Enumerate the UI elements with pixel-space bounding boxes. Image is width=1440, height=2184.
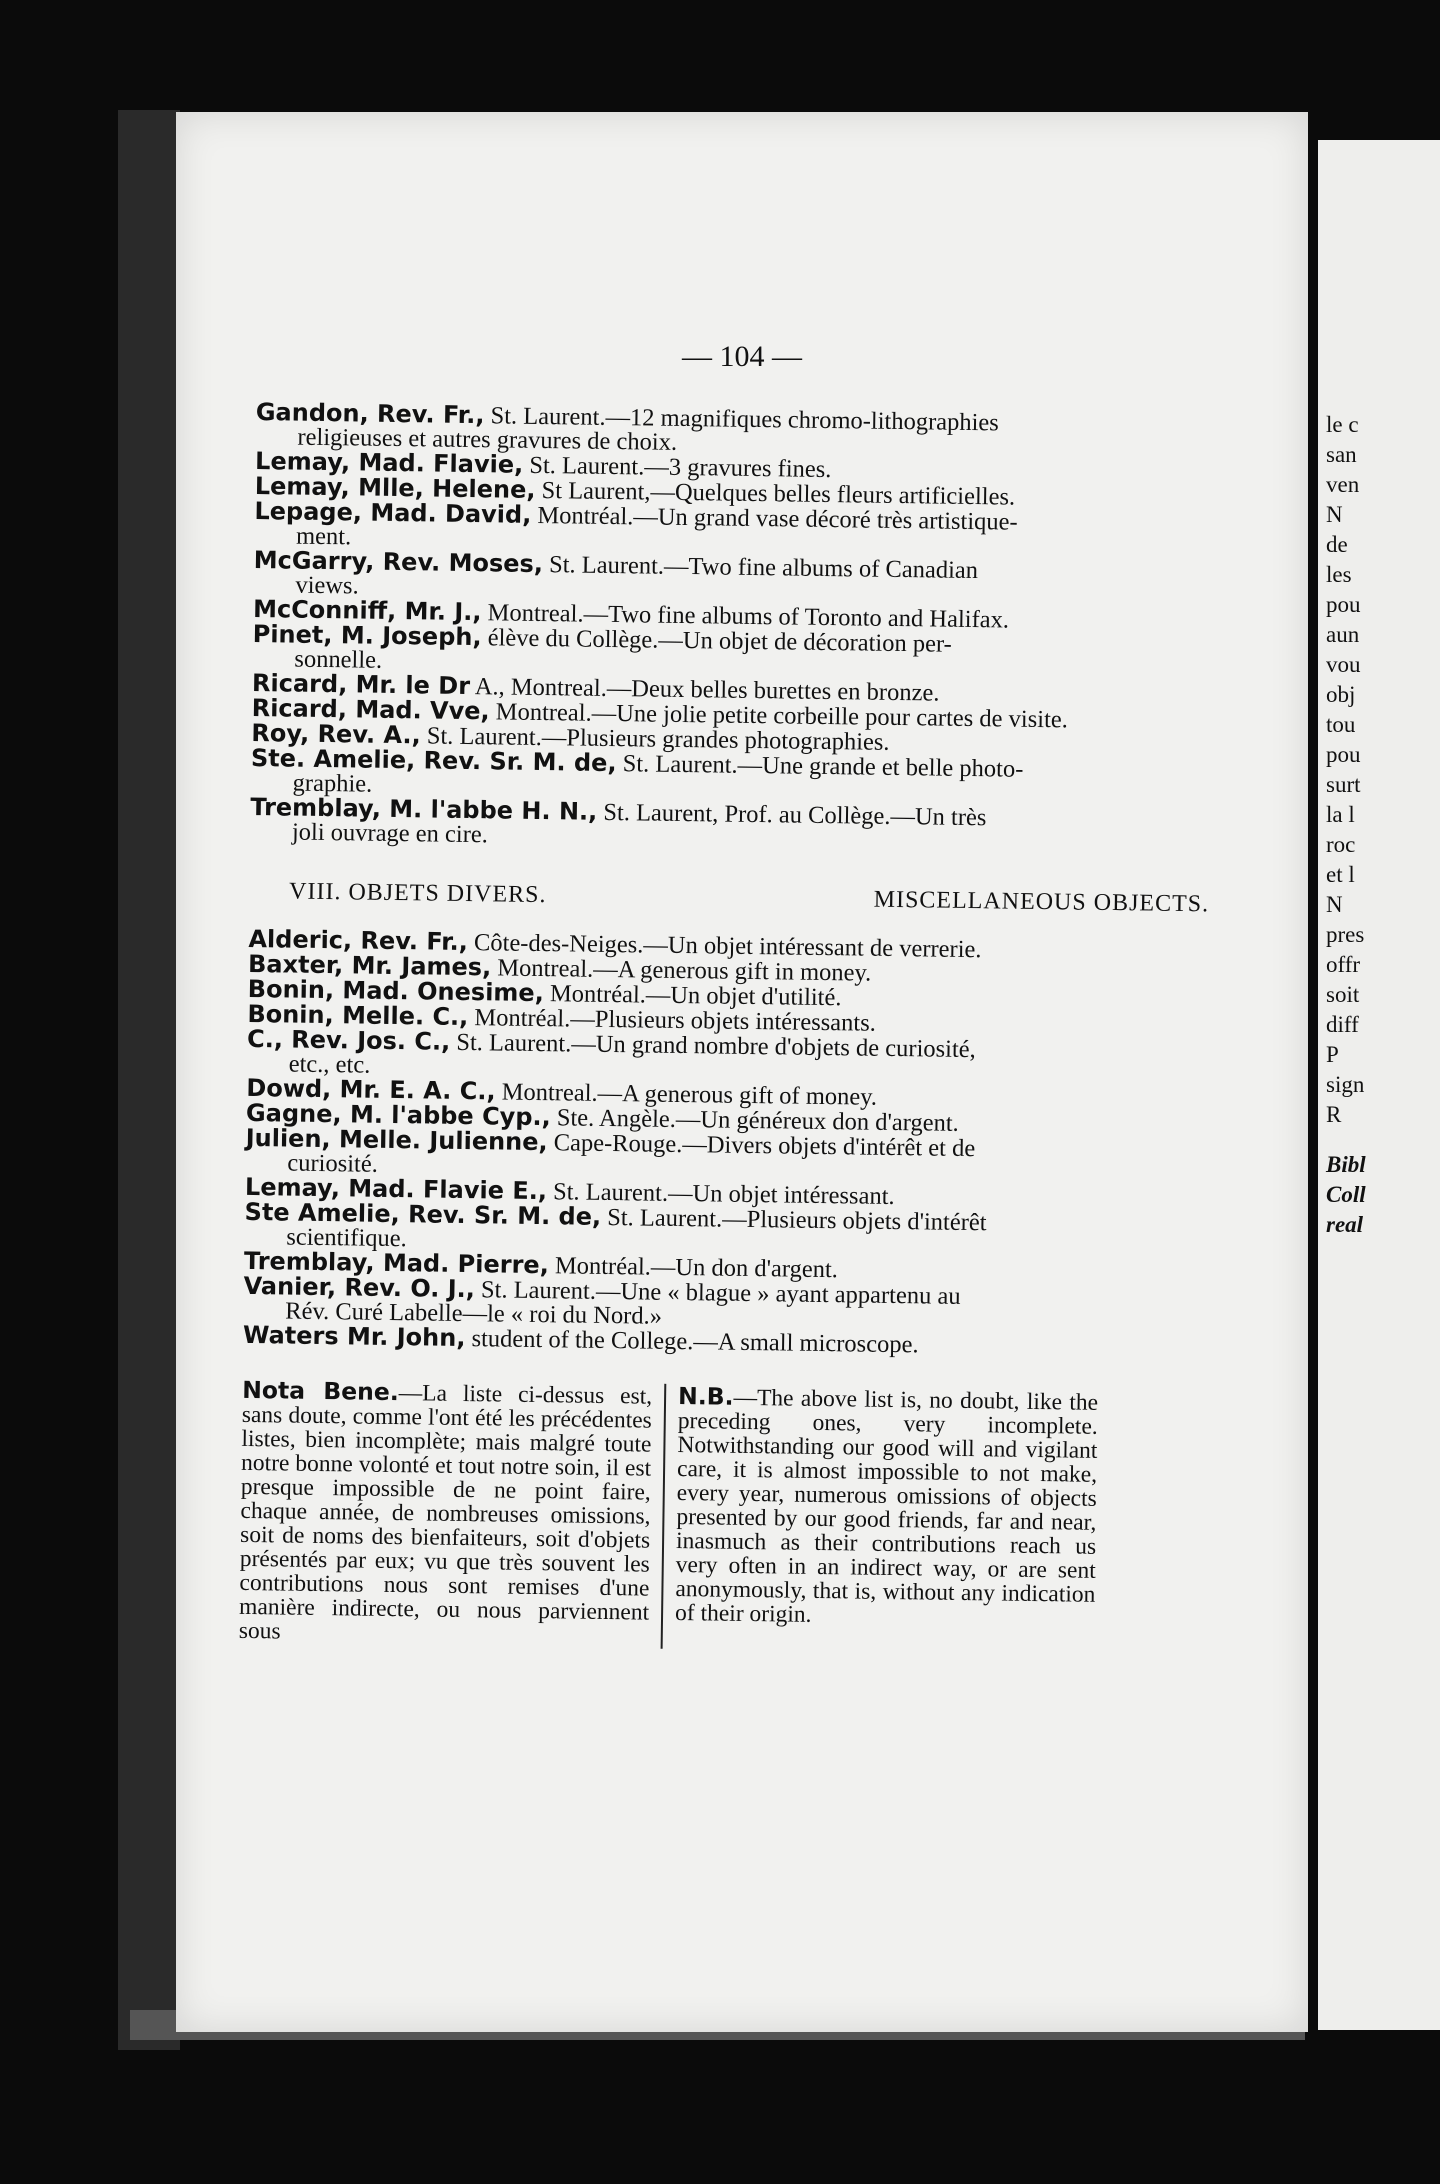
next-page-fragment: la l — [1326, 802, 1355, 827]
donation-text: Montreal.—Une jolie petite corbeille pour cartes de visite. — [489, 698, 1069, 734]
nota-bene-english-text: —The above list is, no doubt, like the preceding ones, very incomplete. Notwithstanding our good will and vigilant care, it is almost impossible to not make, every year, numerous omissions of objects presented by our good friends, far and near, inasmuch as their contributions reach us very often in an indirect way, or are sent anonymously, that is, without any indication of their origin. — [674, 1384, 1099, 1628]
nota-bene-french — [238, 1375, 667, 1649]
donor-name: Ste Amelie, Rev. Sr. M. de, — [244, 1197, 602, 1231]
next-page-fragment: les — [1326, 562, 1352, 587]
scanned-page — [176, 112, 1308, 2032]
page-number: — 104 — — [682, 340, 802, 373]
donation-text: St Laurent,—Quelques belles fleurs artificielles. — [535, 476, 1016, 511]
next-page-fragment: P — [1326, 1042, 1339, 1067]
donation-text: St. Laurent.—Plusieurs grandes photographies. — [420, 722, 890, 756]
donation-text: student of the College.—A small microscope. — [465, 1325, 919, 1359]
donation-text: Montreal.—A generous gift in money. — [490, 954, 872, 987]
donor-name: Vanier, Rev. O. J., — [243, 1271, 476, 1304]
donation-text: Montréal.—Un objet d'utilité. — [543, 980, 842, 1012]
next-page-edge — [1318, 140, 1440, 2030]
donation-text: St. Laurent.—Un objet intéressant. — [546, 1178, 895, 1210]
donor-name: Lemay, Mlle, Helene, — [254, 471, 536, 504]
donor-name: Tremblay, M. l'abbe H. N., — [250, 792, 598, 826]
donation-text: St. Laurent.—Plusieurs objets d'intérêt — [600, 1203, 987, 1237]
section-heading — [289, 879, 1209, 919]
section-heading-en: MISCELLANEOUS OBJECTS. — [873, 886, 1210, 918]
next-page-italic-fragment: real — [1326, 1212, 1364, 1237]
donation-text: St. Laurent.—3 gravures fines. — [523, 451, 832, 484]
donation-text-continued: views. — [295, 571, 359, 600]
donation-text: Montréal.—Un grand vase décoré très artistique- — [531, 501, 1018, 536]
next-page-italic-fragment: Coll — [1326, 1182, 1366, 1207]
next-page-fragments — [1318, 410, 1366, 1240]
next-page-fragment: de — [1326, 532, 1348, 557]
donation-text: St. Laurent.—Un grand nombre d'objets de curiosité, — [450, 1028, 976, 1064]
next-page-fragment: N — [1326, 502, 1343, 527]
next-page-fragment: diff — [1326, 1012, 1359, 1037]
next-page-fragment: san — [1326, 442, 1357, 467]
next-page-fragment: N — [1326, 892, 1343, 917]
donation-text: élève du Collège.—Un objet de décoration per- — [481, 624, 952, 658]
next-page-fragment: vou — [1326, 652, 1361, 677]
next-page-fragment: pou — [1326, 592, 1361, 617]
next-page-fragment: soit — [1326, 982, 1360, 1007]
donation-text-continued: etc., etc. — [288, 1050, 371, 1079]
donor-name: Lemay, Mad. Flavie, — [254, 446, 524, 479]
next-page-fragment: aun — [1326, 622, 1360, 647]
donation-text: Montreal.—Two fine albums of Toronto and Halifax. — [481, 599, 1010, 634]
donor-name: Lepage, Mad. David, — [254, 496, 532, 529]
nota-bene-french-lead: Nota Bene. — [241, 1375, 399, 1407]
next-page-fragment: pou — [1326, 742, 1361, 767]
donation-text: Montréal.—Un don d'argent. — [548, 1252, 839, 1284]
donor-name: Ste. Amelie, Rev. Sr. M. de, — [250, 743, 617, 778]
donor-name: Ricard, Mr. le Dr — [251, 668, 471, 701]
donation-text: St. Laurent, Prof. au Collège.—Un très — [597, 798, 987, 832]
page-edge-left — [118, 110, 180, 2050]
donor-name: McGarry, Rev. Moses, — [253, 545, 544, 579]
nota-bene — [238, 1375, 1243, 1657]
donor-name: Gagne, M. l'abbe Cyp., — [245, 1098, 551, 1132]
donation-text: A., Montreal.—Deux belles burettes en bronze. — [469, 673, 940, 707]
donation-text-continued: graphie. — [292, 769, 373, 798]
donor-name: Baxter, Mr. James, — [247, 949, 492, 982]
next-page-fragment: offr — [1326, 952, 1361, 977]
next-page-fragment: pres — [1326, 922, 1365, 947]
donation-text: Montréal.—Plusieurs objets intéressants. — [468, 1004, 877, 1037]
nota-bene-french-text: —La liste ci-dessus est, sans doute, comme l'ont été les précédentes listes, bien incomplète; mais malgré toute notre bonne volonté et tout notre soin, il est presque impossible de ne point faire, chaque année, de nombreuses omissions, soit de noms des bienfaiteurs, soit d'objets présentés par eux; vu que très souvent les contributions nous sont remises d'une manière indirecte, ou nous parviennent sous — [238, 1380, 653, 1645]
donor-name: C., Rev. Jos. C., — [246, 1024, 451, 1056]
next-page-fragment: ven — [1326, 472, 1360, 497]
donation-text: St. Laurent.—Une « blague » ayant appartenu au — [474, 1276, 961, 1310]
donor-name: Tremblay, Mad. Pierre, — [243, 1246, 550, 1280]
donation-text: Ste. Angèle.—Un généreux don d'argent. — [550, 1104, 959, 1137]
donation-text: St. Laurent.—Two fine albums of Canadian — [542, 551, 979, 585]
donor-name: Lemay, Mad. Flavie E., — [244, 1172, 548, 1206]
next-page-fragment: tou — [1326, 712, 1356, 737]
next-page-fragment: et l — [1326, 862, 1355, 887]
donation-text: Côte-des-Neiges.—Un objet intéressant de verrerie. — [467, 929, 982, 964]
section-heading-fr: VIII. OBJETS DIVERS. — [288, 878, 547, 909]
nota-bene-english — [663, 1381, 1099, 1655]
next-page-fragment: le c — [1326, 412, 1359, 437]
donor-name: Bonin, Melle. C., — [247, 999, 469, 1032]
donation-text: St. Laurent.—Une grande et belle photo- — [616, 750, 1024, 783]
donor-name: Alderic, Rev. Fr., — [248, 924, 469, 957]
nota-bene-english-lead: N.B. — [677, 1381, 734, 1411]
donor-name: Pinet, M. Joseph, — [252, 619, 482, 652]
donation-text: St. Laurent.—12 magnifiques chromo-lithographies — [484, 402, 999, 437]
donor-name: Roy, Rev. A., — [251, 718, 421, 750]
donation-text-continued: religieuses et autres gravures de choix. — [297, 423, 678, 456]
next-page-italic-fragment: Bibl — [1326, 1152, 1366, 1177]
donor-list-2 — [242, 924, 1249, 1362]
donor-name: Julien, Melle. Julienne, — [245, 1123, 548, 1157]
donor-list-1 — [250, 400, 1256, 858]
donation-text-continued: joli ouvrage en cire. — [291, 818, 489, 849]
donor-name: McConniff, Mr. J., — [252, 594, 482, 627]
donation-text: Cape-Rouge.—Divers objets d'intérêt et de — [547, 1129, 976, 1163]
donor-name: Waters Mr. John, — [242, 1320, 466, 1353]
donor-name: Ricard, Mad. Vve, — [251, 693, 490, 726]
next-page-fragment: roc — [1326, 832, 1356, 857]
next-page-fragment: obj — [1326, 682, 1356, 707]
donation-text-continued: sonnelle. — [294, 645, 383, 674]
donation-text-continued: curiosité. — [287, 1149, 379, 1178]
page-content — [239, 400, 1256, 1657]
donor-name: Bonin, Mad. Onesime, — [247, 974, 545, 1008]
donation-text-continued: scientifique. — [286, 1223, 407, 1253]
donor-name: Gandon, Rev. Fr., — [255, 398, 485, 430]
donation-text: Montreal.—A generous gift of money. — [495, 1078, 878, 1111]
next-page-fragment: surt — [1326, 772, 1361, 797]
donor-name: Dowd, Mr. E. A. C., — [246, 1073, 496, 1106]
next-page-fragment: sign — [1326, 1072, 1365, 1097]
next-page-fragment: R — [1326, 1102, 1342, 1127]
donation-text-continued: Rév. Curé Labelle—le « roi du Nord.» — [285, 1297, 663, 1330]
donation-text-continued: ment. — [295, 522, 352, 551]
